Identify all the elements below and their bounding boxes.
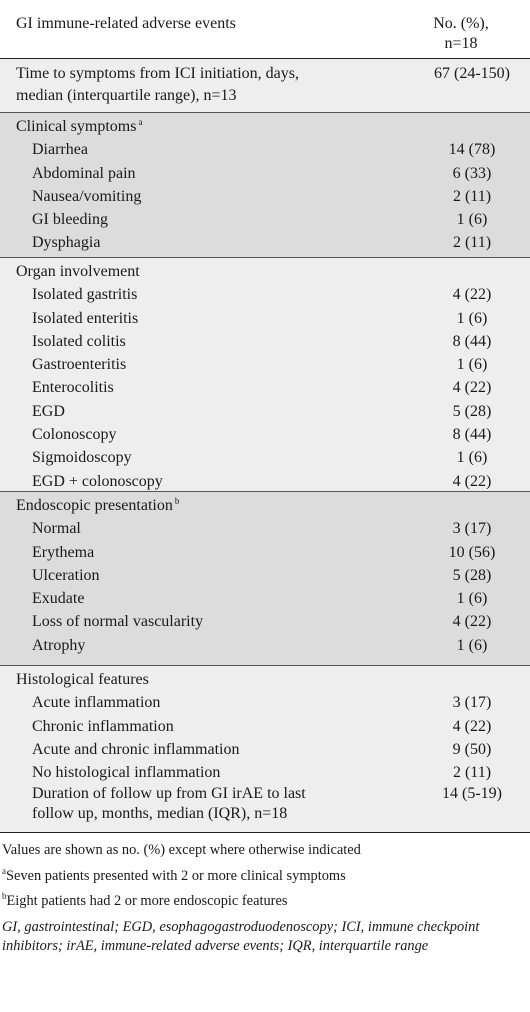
row-value: 5 (28) — [452, 566, 492, 584]
row-value: 1 (6) — [456, 449, 488, 467]
table-row — [0, 738, 530, 761]
time-label-line2: median (interquartile range), n=13 — [16, 87, 237, 104]
row-label: Abdominal pain — [32, 164, 136, 182]
header-count-line2: n=18 — [444, 35, 478, 52]
row-value: 9 (50) — [452, 740, 492, 758]
footnote-a-text: Seven patients presented with 2 or more clinical symptoms — [6, 868, 346, 884]
table-row — [0, 761, 530, 784]
time-value: 67 (24-150) — [434, 65, 510, 82]
section-title: Endoscopic presentation — [16, 497, 173, 514]
row-label: Diarrhea — [32, 141, 88, 159]
row-label: Acute inflammation — [32, 694, 161, 712]
table-row — [0, 470, 530, 493]
row-label: No histological inflammation — [32, 764, 221, 782]
footnote-mark: b — [174, 496, 180, 506]
row-value: 4 (22) — [452, 379, 492, 397]
footnote-b-mark: b — [2, 891, 7, 901]
footnote-b-text: Eight patients had 2 or more endoscopic features — [6, 893, 288, 909]
row-value: 6 (33) — [452, 164, 492, 182]
row-value: 4 (22) — [452, 286, 492, 304]
header-count-line1: No. (%), — [433, 15, 489, 32]
table-row — [0, 307, 530, 330]
row-label: Loss of normal vascularity — [32, 613, 204, 631]
row-value: 10 (56) — [448, 543, 496, 561]
table-row — [0, 541, 530, 564]
followup-row — [0, 784, 530, 824]
section-title: Histological features — [16, 671, 149, 688]
table-row — [0, 208, 530, 231]
table-row — [0, 353, 530, 376]
table-row — [0, 330, 530, 353]
table-row — [0, 231, 530, 254]
row-value: 3 (17) — [452, 520, 492, 538]
followup-label-line2: follow up, months, median (IQR), n=18 — [32, 805, 288, 823]
row-label: Chronic inflammation — [32, 717, 174, 735]
row-label: Nausea/vomiting — [32, 187, 142, 205]
row-label: Isolated colitis — [32, 332, 126, 350]
row-value: 3 (17) — [452, 694, 492, 712]
row-label: GI bleeding — [32, 211, 108, 229]
footnote-a-mark: a — [2, 866, 6, 876]
row-label: Ulceration — [32, 566, 100, 584]
followup-label-line1: Duration of follow up from GI irAE to last — [32, 785, 306, 803]
endoscopic-presentation-section — [0, 492, 530, 666]
row-value: 1 (6) — [456, 211, 488, 229]
row-label: Isolated enteritis — [32, 309, 139, 327]
row-value: 2 (11) — [452, 234, 492, 252]
table-row — [0, 423, 530, 446]
header-event-label: GI immune-related adverse events — [16, 15, 236, 32]
footnote-values: Values are shown as no. (%) except where otherwise indicated — [2, 842, 361, 858]
section-title-row — [0, 668, 530, 691]
followup-label — [0, 784, 306, 824]
row-label: Atrophy — [32, 636, 86, 654]
clinical-symptoms-section — [0, 113, 530, 258]
row-label: Normal — [32, 520, 81, 538]
table-footnotes — [0, 841, 530, 956]
table-row — [0, 715, 530, 738]
row-value: 2 (11) — [452, 187, 492, 205]
table-row — [0, 185, 530, 208]
row-label: Enterocolitis — [32, 379, 114, 397]
row-label: Exudate — [32, 590, 85, 608]
table-row — [0, 587, 530, 610]
histological-features-section — [0, 666, 530, 833]
table-row — [0, 376, 530, 399]
row-value: 1 (6) — [456, 309, 488, 327]
row-label: Colonoscopy — [32, 426, 117, 444]
time-label — [16, 63, 299, 113]
section-title-row — [0, 115, 530, 138]
row-label: EGD — [32, 402, 65, 420]
footnote-b — [2, 892, 530, 911]
table-row — [0, 283, 530, 306]
table-row — [0, 610, 530, 633]
row-label: EGD + colonoscopy — [32, 472, 163, 490]
time-label-line1: Time to symptoms from ICI initiation, days, — [16, 65, 299, 82]
table-row — [0, 564, 530, 587]
row-value: 2 (11) — [452, 764, 492, 782]
row-label: Sigmoidoscopy — [32, 449, 132, 467]
row-value: 4 (22) — [452, 613, 492, 631]
table-row — [0, 691, 530, 714]
row-value: 1 (6) — [456, 590, 488, 608]
table-row — [0, 138, 530, 161]
section-title-row — [0, 260, 530, 283]
row-value: 8 (44) — [452, 426, 492, 444]
footnote-abbreviations: GI, gastrointestinal; EGD, esophagogastroduodenoscopy; ICI, immune checkpoint inhibitors; irAE, immune-related adverse events; IQR, interquartile range — [2, 919, 480, 954]
row-value: 5 (28) — [452, 402, 492, 420]
footnote-a — [2, 867, 530, 886]
row-value: 8 (44) — [452, 332, 492, 350]
table-row — [0, 517, 530, 540]
row-value: 1 (6) — [456, 356, 488, 374]
table-header — [0, 0, 530, 59]
followup-value: 14 (5-19) — [442, 785, 502, 803]
row-label: Gastroenteritis — [32, 356, 127, 374]
row-value: 14 (78) — [448, 141, 496, 159]
section-title: Organ involvement — [16, 263, 140, 280]
row-value: 1 (6) — [456, 636, 488, 654]
section-title-row — [0, 494, 530, 517]
footnote-mark: a — [138, 117, 143, 127]
row-label: Erythema — [32, 543, 95, 561]
row-label: Dysphagia — [32, 234, 101, 252]
row-label: Acute and chronic inflammation — [32, 740, 240, 758]
header-count-label — [406, 14, 516, 54]
table-row — [0, 634, 530, 657]
row-label: Isolated gastritis — [32, 286, 138, 304]
time-to-symptoms-section — [0, 59, 530, 113]
table-row — [0, 446, 530, 469]
row-value: 4 (22) — [452, 717, 492, 735]
section-title: Clinical symptoms — [16, 118, 137, 135]
row-value: 4 (22) — [452, 472, 492, 490]
table-row — [0, 400, 530, 423]
table-row — [0, 162, 530, 185]
organ-involvement-section — [0, 258, 530, 492]
